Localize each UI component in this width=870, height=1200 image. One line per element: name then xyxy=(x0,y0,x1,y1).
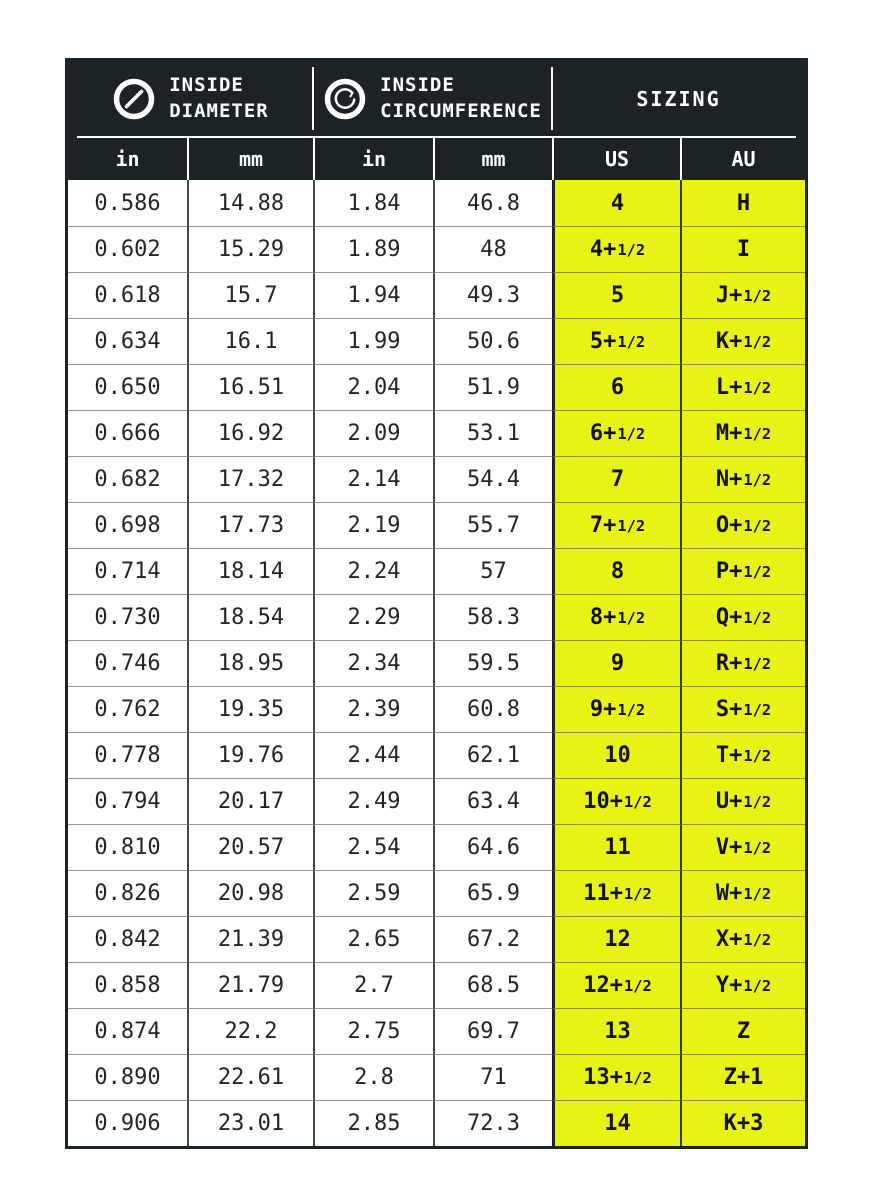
inside-diameter-mm-value: 18.54 xyxy=(187,594,313,640)
au-size-value: N+ 1/2 xyxy=(680,456,805,502)
table-row xyxy=(68,364,805,410)
header-group-label xyxy=(380,73,542,124)
inside-circumference-in-value: 2.49 xyxy=(313,778,433,824)
inside-diameter-in-value: 0.698 xyxy=(68,502,187,548)
us-size-value: 4+ 1/2 xyxy=(552,226,680,272)
header-label-line1: INSIDE xyxy=(380,73,455,96)
inside-diameter-mm-value: 21.39 xyxy=(187,916,313,962)
table-row xyxy=(68,824,805,870)
inside-diameter-mm-value: 21.79 xyxy=(187,962,313,1008)
us-size-value: 10+ 1/2 xyxy=(552,778,680,824)
inside-diameter-mm-value: 16.1 xyxy=(187,318,313,364)
us-size-value: 6+ 1/2 xyxy=(552,410,680,456)
table-row xyxy=(68,548,805,594)
inside-diameter-mm-value: 15.29 xyxy=(187,226,313,272)
au-size-value: V+ 1/2 xyxy=(680,824,805,870)
table-row xyxy=(68,272,805,318)
inside-circumference-in-value: 1.84 xyxy=(313,180,433,226)
us-size-value: 14 xyxy=(552,1100,680,1146)
au-size-value: Y+ 1/2 xyxy=(680,962,805,1008)
inside-diameter-in-value: 0.794 xyxy=(68,778,187,824)
au-size-value: K+3 xyxy=(680,1100,805,1146)
inside-circumference-mm-value: 64.6 xyxy=(433,824,552,870)
us-size-value: 7+ 1/2 xyxy=(552,502,680,548)
au-size-value: O+ 1/2 xyxy=(680,502,805,548)
column-header-circumference-in: in xyxy=(313,138,433,180)
inside-circumference-in-value: 2.54 xyxy=(313,824,433,870)
inside-circumference-in-value: 2.75 xyxy=(313,1008,433,1054)
inside-circumference-in-value: 2.44 xyxy=(313,732,433,778)
inside-circumference-mm-value: 57 xyxy=(433,548,552,594)
us-size-value: 5 xyxy=(552,272,680,318)
header-label-line1: INSIDE xyxy=(169,73,244,96)
table-row xyxy=(68,916,805,962)
header-title-row xyxy=(68,61,805,136)
inside-circumference-in-value: 2.19 xyxy=(313,502,433,548)
us-size-value: 12+ 1/2 xyxy=(552,962,680,1008)
inside-circumference-in-value: 2.85 xyxy=(313,1100,433,1146)
inside-circumference-in-value: 2.04 xyxy=(313,364,433,410)
au-size-value: U+ 1/2 xyxy=(680,778,805,824)
au-size-value: L+ 1/2 xyxy=(680,364,805,410)
column-header-au: AU xyxy=(680,138,805,180)
table-body xyxy=(68,180,805,1146)
inside-diameter-mm-value: 14.88 xyxy=(187,180,313,226)
inside-diameter-mm-value: 22.2 xyxy=(187,1008,313,1054)
inside-circumference-mm-value: 54.4 xyxy=(433,456,552,502)
column-header-row xyxy=(68,138,805,180)
au-size-value: S+ 1/2 xyxy=(680,686,805,732)
us-size-value: 4 xyxy=(552,180,680,226)
inside-diameter-mm-value: 18.95 xyxy=(187,640,313,686)
us-size-value: 10 xyxy=(552,732,680,778)
us-size-value: 11+ 1/2 xyxy=(552,870,680,916)
inside-circumference-in-value: 2.29 xyxy=(313,594,433,640)
inside-circumference-in-value: 2.09 xyxy=(313,410,433,456)
table-row xyxy=(68,686,805,732)
table-row xyxy=(68,410,805,456)
inside-circumference-mm-value: 53.1 xyxy=(433,410,552,456)
au-size-value: H xyxy=(680,180,805,226)
us-size-value: 6 xyxy=(552,364,680,410)
au-size-value: P+ 1/2 xyxy=(680,548,805,594)
table-row xyxy=(68,502,805,548)
column-header-circumference-mm: mm xyxy=(433,138,552,180)
inside-circumference-mm-value: 49.3 xyxy=(433,272,552,318)
inside-diameter-in-value: 0.618 xyxy=(68,272,187,318)
inside-circumference-mm-value: 59.5 xyxy=(433,640,552,686)
inside-circumference-in-value: 2.7 xyxy=(313,962,433,1008)
inside-diameter-in-value: 0.650 xyxy=(68,364,187,410)
inside-diameter-in-value: 0.906 xyxy=(68,1100,187,1146)
inside-diameter-in-value: 0.858 xyxy=(68,962,187,1008)
us-size-value: 12 xyxy=(552,916,680,962)
header-group-inside-diameter xyxy=(68,61,313,136)
inside-diameter-in-value: 0.810 xyxy=(68,824,187,870)
column-header-diameter-mm: mm xyxy=(187,138,313,180)
inside-circumference-in-value: 1.94 xyxy=(313,272,433,318)
us-size-value: 9 xyxy=(552,640,680,686)
inside-circumference-in-value: 1.99 xyxy=(313,318,433,364)
diameter-icon xyxy=(112,77,156,121)
header-label-line2: CIRCUMFERENCE xyxy=(380,99,542,122)
inside-diameter-mm-value: 16.92 xyxy=(187,410,313,456)
table-row xyxy=(68,226,805,272)
table-row xyxy=(68,962,805,1008)
table-row xyxy=(68,1100,805,1146)
table-row xyxy=(68,640,805,686)
au-size-value: W+ 1/2 xyxy=(680,870,805,916)
au-size-value: J+ 1/2 xyxy=(680,272,805,318)
table-row xyxy=(68,456,805,502)
au-size-value: I xyxy=(680,226,805,272)
inside-diameter-in-value: 0.890 xyxy=(68,1054,187,1100)
table-row xyxy=(68,870,805,916)
inside-diameter-mm-value: 22.61 xyxy=(187,1054,313,1100)
inside-circumference-mm-value: 60.8 xyxy=(433,686,552,732)
inside-diameter-in-value: 0.634 xyxy=(68,318,187,364)
inside-circumference-mm-value: 48 xyxy=(433,226,552,272)
inside-diameter-mm-value: 20.57 xyxy=(187,824,313,870)
au-size-value: M+ 1/2 xyxy=(680,410,805,456)
inside-circumference-mm-value: 68.5 xyxy=(433,962,552,1008)
inside-diameter-mm-value: 19.76 xyxy=(187,732,313,778)
table-header xyxy=(68,61,805,180)
inside-diameter-in-value: 0.874 xyxy=(68,1008,187,1054)
inside-diameter-mm-value: 20.17 xyxy=(187,778,313,824)
inside-circumference-mm-value: 62.1 xyxy=(433,732,552,778)
inside-circumference-in-value: 2.14 xyxy=(313,456,433,502)
inside-circumference-mm-value: 55.7 xyxy=(433,502,552,548)
us-size-value: 8 xyxy=(552,548,680,594)
inside-circumference-mm-value: 58.3 xyxy=(433,594,552,640)
inside-diameter-in-value: 0.666 xyxy=(68,410,187,456)
inside-diameter-mm-value: 20.98 xyxy=(187,870,313,916)
us-size-value: 7 xyxy=(552,456,680,502)
us-size-value: 5+ 1/2 xyxy=(552,318,680,364)
inside-diameter-in-value: 0.826 xyxy=(68,870,187,916)
table-row xyxy=(68,180,805,226)
inside-circumference-in-value: 2.24 xyxy=(313,548,433,594)
inside-diameter-in-value: 0.746 xyxy=(68,640,187,686)
ring-size-table xyxy=(65,58,808,1149)
au-size-value: Z+1 xyxy=(680,1054,805,1100)
us-size-value: 9+ 1/2 xyxy=(552,686,680,732)
inside-circumference-mm-value: 72.3 xyxy=(433,1100,552,1146)
table-row xyxy=(68,594,805,640)
inside-diameter-mm-value: 17.32 xyxy=(187,456,313,502)
circumference-icon xyxy=(323,77,367,121)
header-group-inside-circumference xyxy=(313,61,552,136)
inside-circumference-in-value: 1.89 xyxy=(313,226,433,272)
header-label-line2: DIAMETER xyxy=(169,99,269,122)
inside-circumference-mm-value: 67.2 xyxy=(433,916,552,962)
inside-circumference-mm-value: 71 xyxy=(433,1054,552,1100)
inside-diameter-mm-value: 23.01 xyxy=(187,1100,313,1146)
column-header-us: US xyxy=(552,138,680,180)
sizing-label: SIZING xyxy=(636,86,721,111)
inside-circumference-in-value: 2.65 xyxy=(313,916,433,962)
inside-circumference-in-value: 2.34 xyxy=(313,640,433,686)
header-group-label xyxy=(169,73,269,124)
inside-circumference-mm-value: 63.4 xyxy=(433,778,552,824)
table-row xyxy=(68,732,805,778)
us-size-value: 11 xyxy=(552,824,680,870)
inside-diameter-mm-value: 17.73 xyxy=(187,502,313,548)
inside-circumference-mm-value: 69.7 xyxy=(433,1008,552,1054)
inside-diameter-in-value: 0.730 xyxy=(68,594,187,640)
inside-diameter-mm-value: 19.35 xyxy=(187,686,313,732)
column-header-diameter-in: in xyxy=(115,147,140,171)
inside-diameter-in-value: 0.586 xyxy=(94,190,161,216)
inside-diameter-in-value: 0.714 xyxy=(68,548,187,594)
au-size-value: X+ 1/2 xyxy=(680,916,805,962)
au-size-value: T+ 1/2 xyxy=(680,732,805,778)
inside-diameter-in-value: 0.602 xyxy=(68,226,187,272)
inside-circumference-in-value: 2.59 xyxy=(313,870,433,916)
au-size-value: Z xyxy=(680,1008,805,1054)
au-size-value: Q+ 1/2 xyxy=(680,594,805,640)
inside-circumference-mm-value: 65.9 xyxy=(433,870,552,916)
inside-circumference-in-value: 2.39 xyxy=(313,686,433,732)
inside-diameter-mm-value: 18.14 xyxy=(187,548,313,594)
inside-diameter-mm-value: 15.7 xyxy=(187,272,313,318)
table-row xyxy=(68,1054,805,1100)
header-group-sizing xyxy=(552,61,805,136)
inside-circumference-mm-value: 51.9 xyxy=(433,364,552,410)
inside-diameter-mm-value: 16.51 xyxy=(187,364,313,410)
inside-diameter-in-value: 0.762 xyxy=(68,686,187,732)
inside-diameter-in-value: 0.778 xyxy=(68,732,187,778)
us-size-value: 8+ 1/2 xyxy=(552,594,680,640)
inside-circumference-in-value: 2.8 xyxy=(313,1054,433,1100)
inside-diameter-in-value: 0.842 xyxy=(68,916,187,962)
inside-diameter-in-value: 0.682 xyxy=(68,456,187,502)
table-row xyxy=(68,1008,805,1054)
table-row xyxy=(68,318,805,364)
au-size-value: R+ 1/2 xyxy=(680,640,805,686)
inside-circumference-mm-value: 50.6 xyxy=(433,318,552,364)
inside-circumference-mm-value: 46.8 xyxy=(433,180,552,226)
us-size-value: 13+ 1/2 xyxy=(552,1054,680,1100)
us-size-value: 13 xyxy=(552,1008,680,1054)
au-size-value: K+ 1/2 xyxy=(680,318,805,364)
table-row xyxy=(68,778,805,824)
